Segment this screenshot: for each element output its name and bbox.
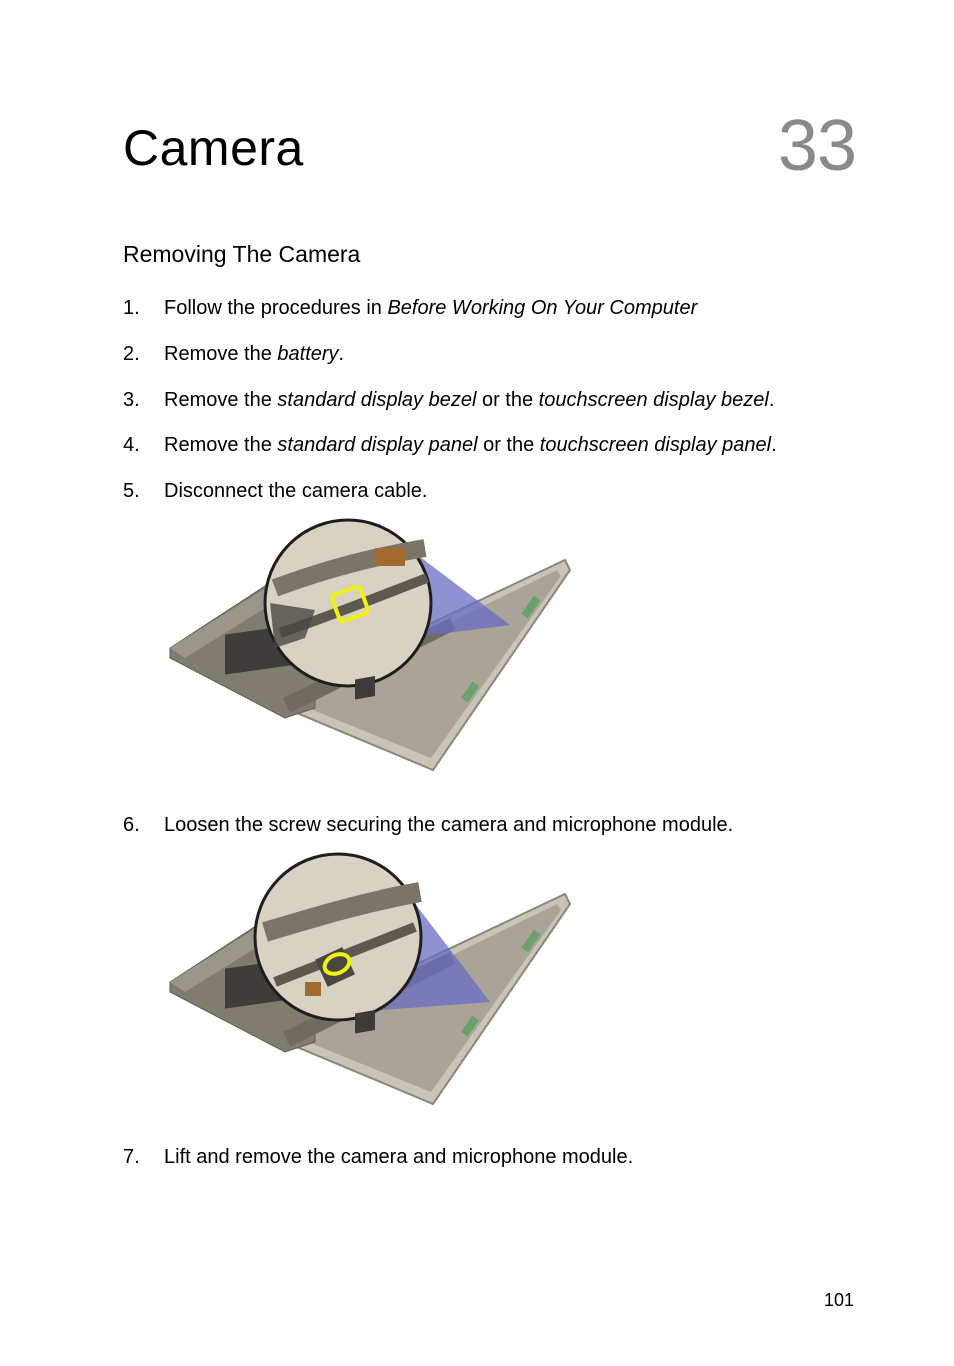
step-text: Remove the standard display panel or the touchscreen display panel. [164,434,777,456]
figure-camera-cable [165,518,575,773]
link-standard-display-panel[interactable]: standard display panel [277,434,478,456]
step-number: 5. [123,480,140,502]
page-number: 101 [823,1290,854,1310]
chapter-title: Camera [123,120,304,176]
step-number: 1. [123,297,140,319]
step-text: Remove the battery. [164,343,345,365]
link-touchscreen-display-bezel[interactable]: touchscreen display bezel [538,389,769,411]
step-text: Loosen the screw securing the camera and microphone module. [164,814,734,836]
step-text: Remove the standard display bezel or the touchscreen display bezel. [164,389,775,411]
link-touchscreen-display-panel[interactable]: touchscreen display panel [539,434,772,456]
step-number: 3. [123,389,140,411]
step-number: 4. [123,434,140,456]
chapter-number: 33 [777,106,856,186]
link-standard-display-bezel[interactable]: standard display bezel [277,389,477,411]
step-number: 6. [123,814,140,836]
section-title: Removing The Camera [123,241,361,267]
step-number: 2. [123,343,140,365]
link-before-working[interactable]: Before Working On Your Computer [387,297,698,319]
figure-camera-screw [165,852,575,1107]
step-text: Follow the procedures in Before Working On Your Computer [164,297,698,319]
link-battery[interactable]: battery [277,343,339,365]
step-text: Lift and remove the camera and microphone module. [164,1146,634,1168]
step-text: Disconnect the camera cable. [164,480,428,502]
step-number: 7. [123,1146,140,1168]
